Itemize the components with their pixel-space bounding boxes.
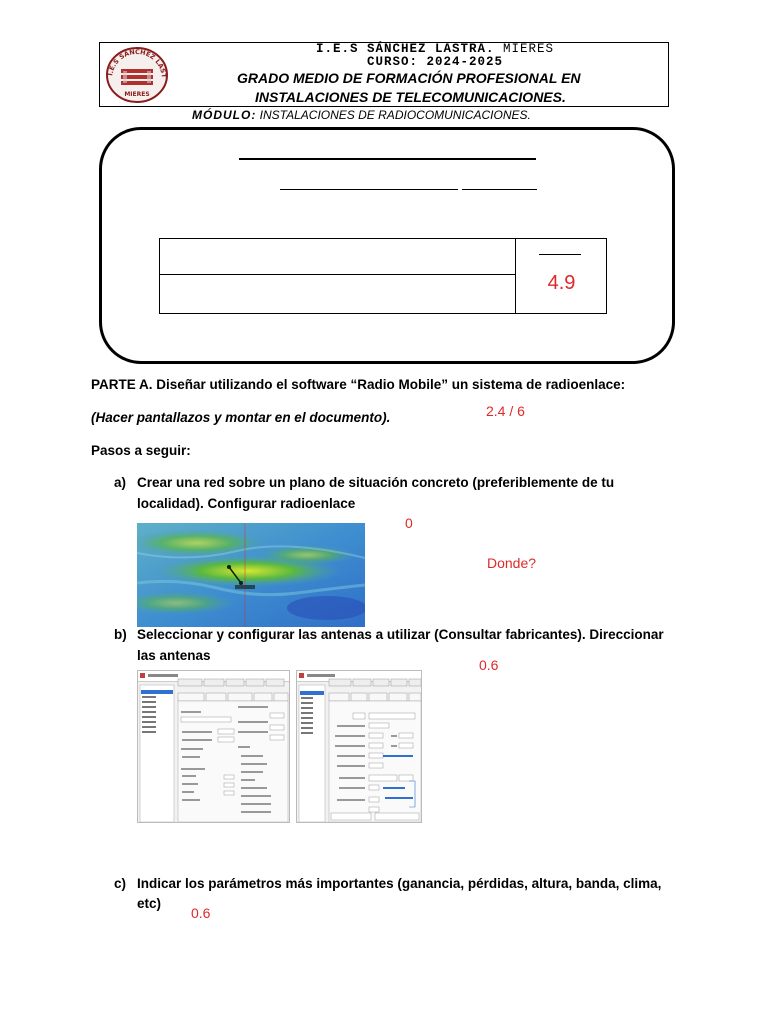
step-a-marker: a) [114,475,127,490]
field-underline-2 [462,189,537,190]
step-c-text-line1: Indicar los parámetros más importantes (ganancia, pérdidas, altura, banda, clima, [137,876,662,891]
parte-a-instructions: (Hacer pantallazos y montar en el documento). [91,410,391,425]
module-line [192,108,531,122]
step-b-text-line2: las antenas [137,648,211,663]
grado-title-line1: GRADO MEDIO DE FORMACIÓN PROFESIONAL EN [237,70,581,86]
field-underline-1 [280,189,458,190]
network-properties-screenshot-2 [296,670,422,823]
school-city: MIERES [503,42,555,56]
step-c-text-line2: etc) [137,896,162,911]
step-c-marker: c) [114,876,127,891]
network-properties-screenshot-1 [137,670,290,823]
module-name: INSTALACIONES DE RADIOCOMUNICACIONES. [259,108,531,122]
step-a-text-line1: Crear una red sobre un plano de situación concreto (preferiblemente de tu [137,475,615,490]
school-logo [104,45,170,103]
step-a-score: 0 [405,515,413,531]
step-c-score: 0.6 [191,905,211,921]
parte-a-score: 2.4 / 6 [486,403,525,419]
grade-table-row-line [159,274,516,275]
steps-heading: Pasos a seguir: [91,443,191,458]
name-underline [239,158,536,160]
step-b-marker: b) [114,627,127,642]
step-a-comment: Donde? [487,555,537,571]
logo-text-top: I.E.S SÁNCHEZ LAST [106,47,169,79]
step-a-text-line2: localidad). Configurar radioenlace [137,496,356,511]
module-label: MÓDULO: [192,108,257,122]
course-year: CURSO: 2024-2025 [366,55,504,69]
parte-a-title: PARTE A. Diseñar utilizando el software “Radio Mobile” un sistema de radioenlace: [91,377,626,392]
school-name [260,42,610,56]
terrain-map-screenshot [137,523,365,627]
step-b-text-line1: Seleccionar y configurar las antenas a utilizar (Consultar fabricantes). Direccionar [137,627,664,642]
total-score: 4.9 [547,272,576,294]
grade-score-underline [539,254,581,255]
step-b-score: 0.6 [479,657,499,673]
school-name-bold: I.E.S SÁNCHEZ LASTRA. [315,42,495,56]
logo-text-bottom: MIERES [124,91,150,98]
grado-title-line2: INSTALACIONES DE TELECOMUNICACIONES. [255,89,566,105]
